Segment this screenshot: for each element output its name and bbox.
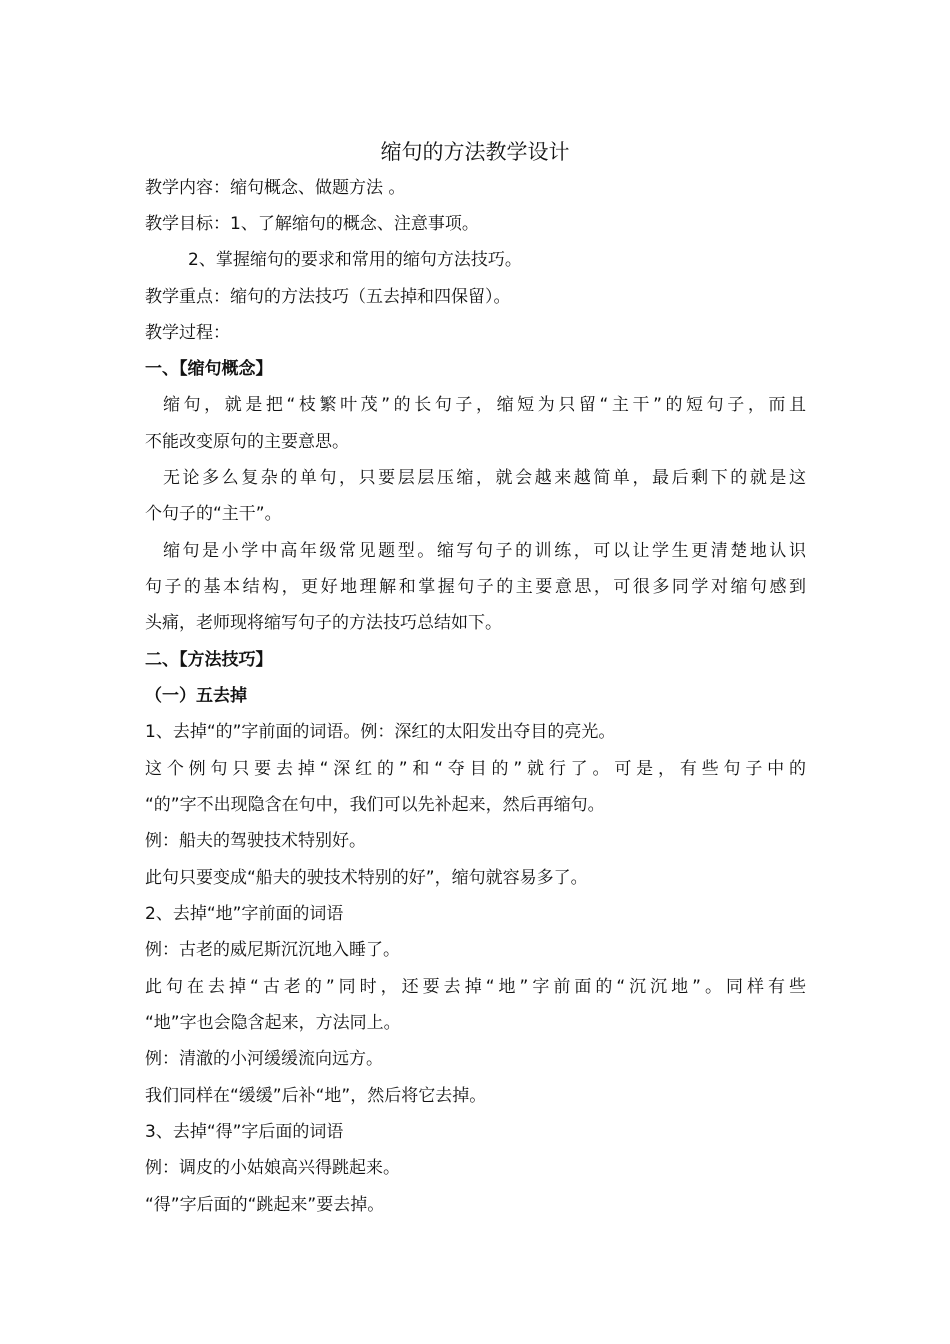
method-2-note-line: 我们同样在“缓缓”后补“地”，然后将它去掉。	[145, 1086, 487, 1106]
concept-paragraph-3-line-3: 头痛，老师现将缩写句子的方法技巧总结如下。	[145, 613, 502, 633]
teaching-focus-line: 教学重点：缩句的方法技巧（五去掉和四保留）。	[145, 287, 511, 307]
method-1-explanation-line-2: “的”字不出现隐含在句中，我们可以先补起来，然后再缩句。	[145, 795, 605, 815]
method-2-second-example-line: 例：清澈的小河缓缓流向远方。	[145, 1049, 383, 1069]
method-1-example-line: 例：船夫的驾驶技术特别好。	[145, 831, 366, 851]
method-3-note-line: “得”字后面的“跳起来”要去掉。	[145, 1195, 385, 1215]
concept-paragraph-3-line-1: 缩句是小学中高年级常见题型。缩写句子的训练，可以让学生更清楚地认识	[163, 541, 806, 561]
method-2-line: 2、去掉“地”字前面的词语	[145, 904, 344, 924]
teaching-content-line: 教学内容：缩句概念、做题方法 。	[145, 178, 406, 198]
teaching-goal-line-2: 2、掌握缩句的要求和常用的缩句方法技巧。	[188, 250, 522, 270]
method-1-line: 1、去掉“的”字前面的词语。例：深红的太阳发出夺目的亮光。	[145, 722, 616, 742]
teaching-process-heading: 教学过程：	[145, 323, 230, 343]
concept-paragraph-1-line-1: 缩句，就是把“枝繁叶茂”的长句子，缩短为只留“主干”的短句子，而且	[163, 395, 806, 415]
method-1-note-line: 此句只要变成“船夫的驶技术特别的好”，缩句就容易多了。	[145, 868, 588, 888]
method-3-example-line: 例：调皮的小姑娘高兴得跳起来。	[145, 1158, 400, 1178]
document-title: 缩句的方法教学设计	[380, 140, 570, 164]
concept-paragraph-2-line-2: 个句子的“主干”。	[145, 504, 282, 524]
concept-paragraph-2-line-1: 无论多么复杂的单句，只要层层压缩，就会越来越简单，最后剩下的就是这	[163, 468, 806, 488]
concept-paragraph-1-line-2: 不能改变原句的主要意思。	[145, 432, 349, 452]
method-3-line: 3、去掉“得”字后面的词语	[145, 1122, 344, 1142]
subsection-heading-five-removals: （一）五去掉	[145, 686, 247, 706]
method-2-explanation-line-2: “地”字也会隐含起来，方法同上。	[145, 1013, 401, 1033]
teaching-goal-line-1: 教学目标：1、了解缩句的概念、注意事项。	[145, 214, 479, 234]
concept-paragraph-3-line-2: 句子的基本结构，更好地理解和掌握句子的主要意思，可很多同学对缩句感到	[145, 577, 806, 597]
method-2-example-line: 例：古老的威尼斯沉沉地入睡了。	[145, 940, 400, 960]
section-heading-concept: 一、【缩句概念】	[145, 359, 273, 379]
method-2-explanation-line-1: 此句在去掉“古老的”同时，还要去掉“地”字前面的“沉沉地”。同样有些	[145, 977, 806, 997]
method-1-explanation-line-1: 这个例句只要去掉“深红的”和“夺目的”就行了。可是，有些句子中的	[145, 759, 806, 779]
section-heading-methods: 二、【方法技巧】	[145, 650, 273, 670]
